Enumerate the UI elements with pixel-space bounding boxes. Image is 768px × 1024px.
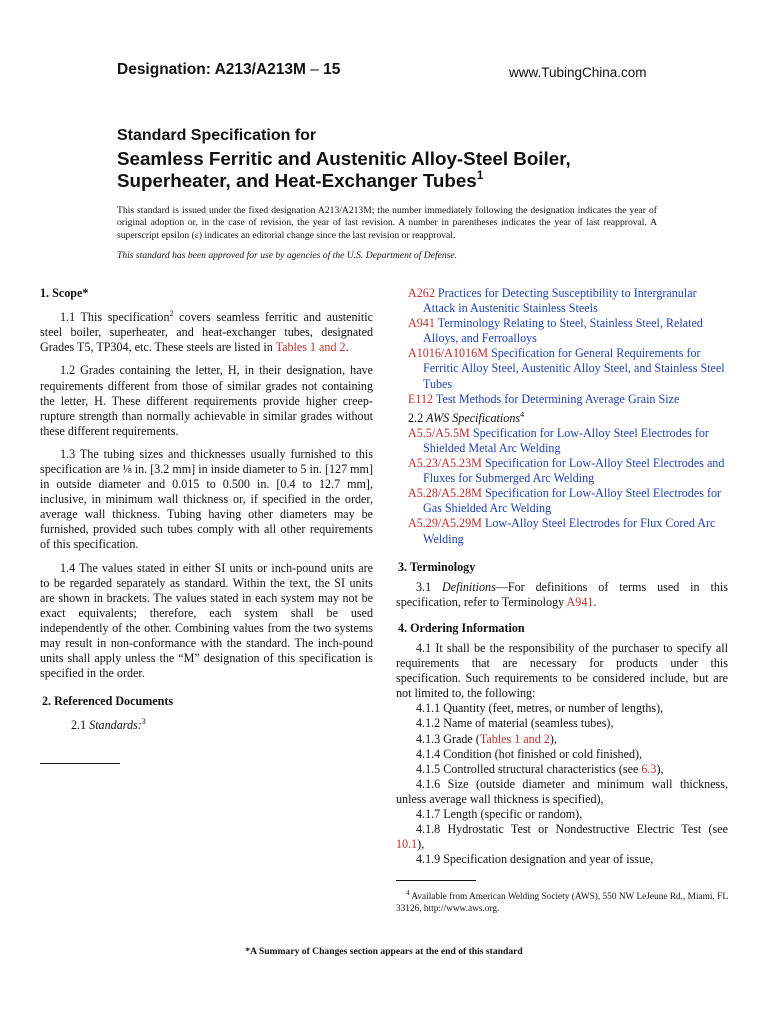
terminology-3-1: 3.1 Definitions—For definitions of terms used in this specification, refer to Terminology A941. [396, 579, 728, 609]
footnote-divider-left [40, 763, 120, 764]
ref-e112[interactable]: E112 Test Methods for Determining Average Grain Size [408, 391, 680, 406]
ref-a5-28[interactable]: A5.28/A5.28M Specification for Low-Alloy Steel Electrodes for Gas Shielded Arc Welding [408, 486, 722, 516]
referenced-heading: 2. Referenced Documents [42, 694, 174, 709]
ordering-4-1-4: 4.1.4 Condition (hot finished or cold finished), [416, 746, 643, 761]
title-block [117, 126, 677, 192]
grade-tables-link[interactable]: Tables 1 and 2 [479, 731, 550, 746]
ref-a1016[interactable]: A1016/A1016M Specification for General Requirements for Ferritic Alloy Steel, Austenitic Alloy Steel, and Stainless Steel Tubes [408, 346, 725, 391]
page-title: Seamless Ferritic and Austenitic Alloy-Steel Boiler, Superheater, and Heat-Exchanger Tubes$^1$ [117, 148, 571, 191]
ordering-4-1-7: 4.1.7 Length (specific or random), [416, 807, 583, 822]
right-column [396, 286, 728, 867]
aws-label: 2.2 AWS Specifications$^4$ [408, 409, 525, 425]
ordering-4-1-2: 4.1.2 Name of material (seamless tubes), [416, 716, 614, 731]
ordering-4-1-8: 4.1.8 Hydrostatic Test or Nondestructive Electric Test (see 10.1), [396, 822, 728, 852]
scope-1-4: 1.4 The values stated in either SI units or inch-pound units are to be regarded separately as standard. Within the text, the SI units are shown in brackets. The values stated in each system may not be exact equivalents; therefore, each system shall be used independently of the other. Combining values from the two systems may result in non-conformance with the standard. The inch-pound units shall apply unless the “M” designation of this specification is specified in the order. [40, 560, 373, 681]
ordering-4-1-9: 4.1.9 Specification designation and year of issue, [416, 852, 654, 867]
scope-1-1: 1.1 This specification$^2$ covers seamless ferritic and austenitic steel boiler, superheater, and heat-exchanger tubes, designated Grades T5, TP304, etc. These steels are listed in Tables 1 and 2. [40, 309, 374, 355]
ref-a5-29[interactable]: A5.29/A5.29M Low-Alloy Steel Electrodes for Flux Cored Arc Welding [408, 516, 716, 546]
section-6-3-link[interactable]: 6.3 [641, 761, 657, 776]
ref-a262[interactable]: A262 Practices for Detecting Susceptibility to Intergranular Attack in Austenitic Stainless Steels [408, 286, 697, 316]
title-footnote-mark: 1 [476, 168, 484, 182]
ref-a5-23[interactable]: A5.23/A5.23M Specification for Low-Alloy Steel Electrodes and Fluxes for Submerged Arc Welding [408, 456, 725, 486]
footnote-divider-right [396, 880, 476, 881]
title-prefix: Standard Specification for [117, 127, 317, 144]
ordering-heading: 4. Ordering Information [398, 620, 525, 635]
ref-a5-5[interactable]: A5.5/A5.5M Specification for Low-Alloy Steel Electrodes for Shielded Metal Arc Welding [408, 425, 709, 455]
ordering-4-1-3: 4.1.3 Grade (Tables 1 and 2), [416, 731, 557, 746]
scope-1-3: 1.3 The tubing sizes and thicknesses usually furnished to this specification are ⅛ in. [3.2 mm] in inside diameter to 5 in. [127 mm] in outside diameter and 0.015 to 0.500 in. [0.4 to 12.7 mm], inclusive, in minimum wall thickness or, if specified in the order, average wall thickness. Tubing having other diameters may be furnished, provided such tubes comply with all other requirements of this specification. [40, 446, 373, 552]
approved-notice: This standard has been approved for use by agencies of the U.S. Department of Defense. [117, 250, 458, 261]
designation: Designation: A213/A213M – 15 [117, 61, 341, 78]
standards-label: 2.1 Standards:$^3$ [71, 717, 146, 733]
scope-1-2: 1.2 Grades containing the letter, H, in their designation, have requirements different from those of similar grades not containing the letter, H. These different requirements provide higher creep-rupture strength than normally achievable in similar grades without these different requirements. [40, 363, 373, 438]
section-10-1-link[interactable]: 10.1 [396, 837, 418, 852]
ordering-4-1-5: 4.1.5 Controlled structural characteristics (see 6.3), [416, 761, 664, 776]
a941-link[interactable]: A941 [566, 594, 594, 609]
aws-footnote: $^4$ Available from American Welding Society (AWS), 550 NW LeJeune Rd., Miami, FL 33126, http://www.aws.org. [396, 889, 728, 915]
tables-link[interactable]: Tables 1 and 2 [275, 340, 346, 355]
ordering-4-1-1: 4.1.1 Quantity (feet, metres, or number of lengths), [416, 701, 664, 716]
summary-note: *A Summary of Changes section appears at the end of this standard [245, 946, 523, 957]
scope-heading: 1. Scope* [40, 286, 89, 300]
ordering-4-1-6: 4.1.6 Size (outside diameter and minimum wall thickness, unless average wall thickness is specified), [396, 776, 728, 806]
website-link[interactable]: www.TubingChina.com [509, 65, 647, 80]
left-column [40, 286, 373, 734]
ordering-4-1: 4.1 It shall be the responsibility of the purchaser to specify all requirements that are necessary for products under this specification. Such requirements to be considered include, but are not limited to, the following: [396, 641, 728, 701]
issued-notice: This standard is issued under the fixed designation A213/A213M; the number immediately following the designation indicates the year of original adoption or, in the case of revision, the year of last revision. A number in parentheses indicates the year of last reapproval. A superscript epsilon (ε) indicates an editorial change since the last revision or reapproval. [117, 205, 657, 241]
ref-a941[interactable]: A941 Terminology Relating to Steel, Stainless Steel, Related Alloys, and Ferroalloys [408, 316, 703, 346]
terminology-heading: 3. Terminology [398, 559, 476, 574]
